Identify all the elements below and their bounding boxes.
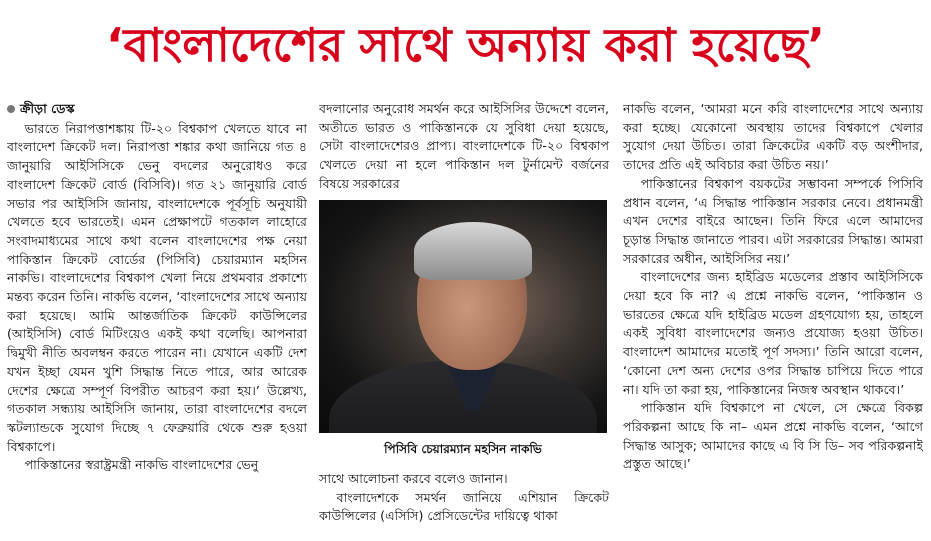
article-column-2-bottom <box>319 470 609 540</box>
paragraph: ভারতে নিরাপত্তাশঙ্কায় টি-২০ বিশ্বকাপ খেলতে যাবে না বাংলাদেশ ক্রিকেট দল। নিরাপত্তা শঙ্কার কথা জানিয়ে গত ৪ জানুয়ারি আইসিসিকে ভেনু বদলের অনুরোধও করে বাংলাদেশ ক্রিকেট বোর্ড (বিসিবি)। গত ২১ জানুয়ারি বোর্ড সভার পর আইসিসি জানায়, বাংলাদেশকে পূর্বসূচি অনুযায়ী খেলতে হবে ভারতেই। এমন প্রেক্ষাপটে গতকাল লাহোরে সংবাদমাধ্যমের সাথে কথা বলেন বাংলাদেশের পক্ষ নেয়া পাকিস্তান ক্রিকেট বোর্ডের (পিসিবি) চেয়ারম্যান মহসিন নাকভি। বাংলাদেশের বিশ্বকাপ খেলা নিয়ে প্রথমবার প্রকাশ্যে মন্তব্য করেন তিনি। নাকভি বলেন, ‘বাংলাদেশের সাথে অন্যায় করা হয়েছে। আমি আন্তর্জাতিক ক্রিকেট কাউন্সিলের (আইসিসি) বোর্ড মিটিংয়েও একই কথা বলেছি। আপনারা দ্বিমুখী নীতি অবলম্বন করতে পারেন না। যেখানে একটি দেশ যখন ইচ্ছা যেমন খুশি সিদ্ধান্ত নিতে পারে, আর আরেক দেশের ক্ষেত্রে সম্পূর্ণ বিপরীত আচরণ করা হয়।’ উল্লেখ্য, গতকাল সন্ধ্যায় আইসিসি জানায়, তারা বাংলাদেশের বদলে স্কটল্যান্ডকে সুযোগ দিচ্ছে ৭ ফেব্রুয়ারি থেকে শুরু হওয়া বিশ্বকাপে। <box>7 120 307 454</box>
article-column-1 <box>7 100 307 540</box>
paragraph: বদলানোর অনুরোধ সমর্থন করে আইসিসির উদ্দেশে বলেন, অতীতে ভারত ও পাকিস্তানকে যে সুবিধা দেয়া হয়েছে, সেটা বাংলাদেশেরও প্রাপ্য। বাংলাদেশকে টি-২০ বিশ্বকাপ খেলতে দেয়া না হলে পাকিস্তান দল টুর্নামেন্ট বর্জনের বিষয়ে সরকারের <box>319 101 609 191</box>
paragraph: সাথে আলোচনা করবে বলেও জানান। <box>319 471 508 486</box>
paragraph: পাকিস্তানের বিশ্বকাপ বয়কটের সম্ভাবনা সম্পর্কে পিসিবি প্রধান বলেন, ‘এ সিদ্ধান্ত পাকিস্তান সরকার নেবে। প্রধানমন্ত্রী এখন দেশের বাইরে আছেন। তিনি ফিরে এলে আমাদের চূড়ান্ত সিদ্ধান্ত জানাতে পারব। এটা সরকারের সিদ্ধান্ত। আমরা সরকারের অধীন, আইসিসির নয়।’ <box>623 175 923 266</box>
photo-caption: পিসিবি চেয়ারম্যান মহসিন নাকভি <box>384 442 542 456</box>
paragraph: বাংলাদেশের জন্য হাইব্রিড মডেলের প্রস্তাব আইসিসিকে দেয়া হবে কি না? এ প্রশ্নে নাকভি বলেন, ‘পাকিস্তান ও ভারতের ক্ষেত্রে যদি হাইব্রিড মডেল গ্রহণযোগ্য হয়, তাহলে একই সুবিধা বাংলাদেশের জন্যও প্রযোজ্য হওয়া উচিত। বাংলাদেশ আমাদের মতোই পূর্ণ সদস্য।’ তিনি আরো বলেন, ‘কোনো দেশ অন্য দেশের ওপর সিদ্ধান্ত চাপিয়ে দিতে পারে না। যদি তা করা হয়, পাকিস্তানের নিজস্ব অবস্থান থাকবে।’ <box>623 269 923 397</box>
paragraph: নাকভি বলেন, ‘আমরা মনে করি বাংলাদেশের সাথে অন্যায় করা হচ্ছে। যেকোনো অবস্থায় তাদের বিশ্বকাপে খেলার সুযোগ দেয়া উচিত। তারা ক্রিকেটের একটি বড় অংশীদার, তাদের প্রতি এই অবিচার করা উচিত নয়।’ <box>623 101 923 173</box>
byline-text: ক্রীড়া ডেস্ক <box>20 101 75 116</box>
headline: ‘বাংলাদেশের সাথে অন্যায় করা হয়েছে’ <box>105 18 826 72</box>
paragraph: বাংলাদেশকে সমর্থন জানিয়ে এশিয়ান ক্রিকেট কাউন্সিলের (এসিসি) প্রেসিডেন্টের দায়িত্বে থাকা <box>319 489 609 524</box>
paragraph: পাকিস্তান যদি বিশ্বকাপে না খেলে, সে ক্ষেত্রে বিকল্প পরিকল্পনা আছে কি না– এমন প্রশ্নে নাকভি বলেন, ‘আগে সিদ্ধান্ত আসুক; আমাদের কাছে এ বি সি ডি– সব পরিকল্পনাই প্রস্তুত আছে।’ <box>623 400 923 472</box>
article-column-2-top <box>319 100 609 200</box>
byline <box>7 100 307 119</box>
photo-hair <box>414 222 532 280</box>
portrait-photo <box>319 200 607 433</box>
article-column-3 <box>623 100 923 540</box>
paragraph: পাকিস্তানের স্বরাষ্ট্রমন্ত্রী নাকভি বাংলাদেশের ভেনু <box>24 457 259 473</box>
bullet-icon <box>7 105 15 113</box>
